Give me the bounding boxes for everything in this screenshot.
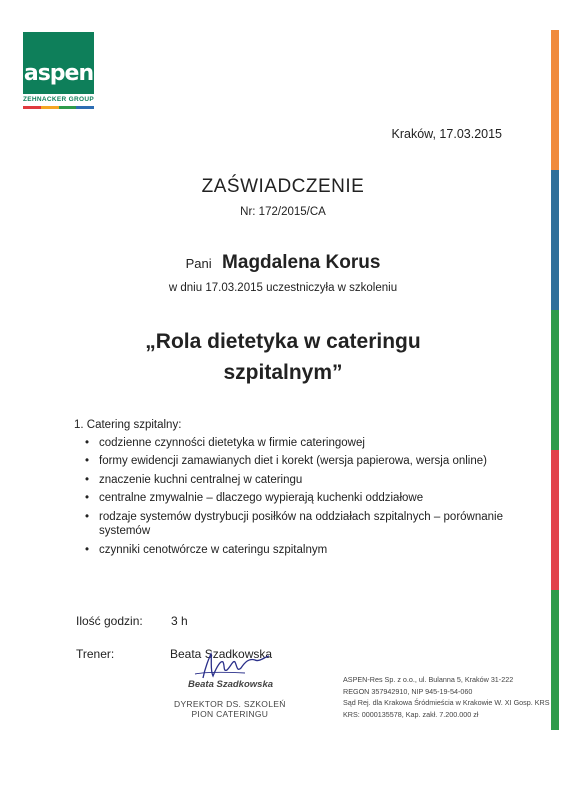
aspen-logo	[23, 32, 94, 94]
attendance-text: w dniu 17.03.2015 uczestniczyła w szkoleniu	[168, 282, 398, 294]
program-list	[63, 418, 503, 561]
list-item: • znaczenie kuchni centralnej w cateringu	[85, 473, 303, 486]
handwritten-signature	[185, 650, 275, 682]
hours-value: 3 h	[171, 614, 188, 628]
company-stamp-line: ASPEN-Res Sp. z o.o., ul. Bulanna 5, Kraków 31-222	[343, 675, 514, 684]
hours-label: Ilość godzin:	[76, 614, 143, 628]
list-item: • codzienne czynności dietetyka w firmie cateringowej	[85, 436, 365, 449]
logo-subtitle: ZEHNACKER GROUP	[23, 96, 94, 103]
trainer-name: Beata Szadkowska	[170, 647, 273, 661]
company-stamp	[343, 674, 550, 720]
bullet-icon: •	[85, 543, 90, 556]
stripe-green	[59, 106, 77, 109]
course-title-line-1: „Rola dietetyka w cateringu	[145, 330, 421, 353]
list-item: • rodzaje systemów dystrybucji posiłków na oddziałach szpitalnych – porównanie systemów	[85, 510, 503, 537]
list-item: • centralne zmywalnie – dlaczego wypierają kuchenki oddziałowe	[85, 492, 424, 504]
logo-text: aspen	[23, 61, 94, 86]
bullet-icon: •	[85, 455, 90, 467]
stripe-blue	[76, 106, 94, 109]
recipient-line	[0, 252, 566, 274]
bullet-icon: •	[85, 510, 90, 523]
certificate-title: ZAŚWIADCZENIE	[201, 176, 365, 197]
bullet-icon: •	[85, 492, 90, 504]
bullet-icon: •	[85, 473, 90, 486]
bullet-icon: •	[85, 436, 90, 449]
document-date: Kraków, 17.03.2015	[391, 127, 502, 141]
logo-color-stripe	[23, 106, 94, 109]
list-item: • formy ewidencji zamawianych diet i korekt (wersja papierowa, wersja online)	[85, 455, 487, 467]
stamp-role-line-2: PION CATERINGU	[191, 709, 269, 719]
stripe-orange	[41, 106, 59, 109]
bar-red	[551, 450, 559, 590]
company-stamp-line: REGON 357942910, NIP 945-19-54-060	[343, 686, 473, 696]
stripe-red	[23, 106, 41, 109]
company-stamp-line: KRS: 0000135578, Kap. zakł. 7.200.000 zł	[343, 709, 479, 719]
program-section-heading: 1. Catering szpitalny:	[74, 419, 182, 431]
list-item: • czynniki cenotwórcze w cateringu szpitalnym	[85, 543, 328, 556]
salutation: Pani	[185, 256, 212, 271]
trainer-label: Trener:	[76, 647, 115, 661]
course-title	[0, 326, 566, 388]
certificate-number: Nr: 172/2015/CA	[240, 206, 326, 218]
recipient-name: Magdalena Korus	[222, 252, 381, 273]
bar-green-2	[551, 590, 559, 730]
stamp-role	[174, 699, 286, 719]
course-title-line-2: szpitalnym”	[223, 361, 343, 384]
company-stamp-line: Sąd Rej. dla Krakowa Śródmieścia w Krakowie W. XI Gosp. KRS	[343, 698, 550, 707]
stamp-role-line-1: DYREKTOR DS. SZKOLEŃ	[174, 699, 286, 709]
stamp-name: Beata Szadkowska	[188, 679, 274, 690]
bar-orange	[551, 30, 559, 170]
